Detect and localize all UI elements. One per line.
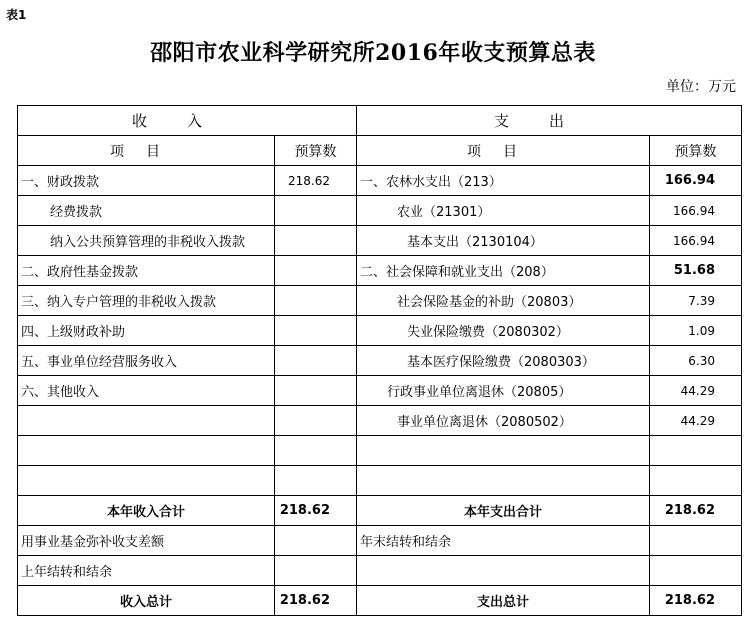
expense-value: 6.30 [650, 346, 742, 376]
expense-value: 166.94 [650, 226, 742, 256]
expense-budget-header: 预算数 [650, 136, 742, 166]
expense-value: 166.94 [650, 166, 742, 196]
income-value [275, 286, 357, 316]
income-item: 经费拨款 [18, 196, 275, 226]
table-row [18, 166, 742, 196]
income-item: 六、其他收入 [18, 376, 275, 406]
income-value [275, 316, 357, 346]
budget-table [17, 105, 742, 616]
expense-item: 二、社会保障和就业支出（208） [357, 256, 650, 286]
table-row [18, 226, 742, 256]
expense-grand-total-value: 218.62 [650, 586, 742, 616]
expense-item: 一、农林水支出（213） [357, 166, 650, 196]
unit-label: 单位：万元 [666, 79, 736, 95]
expense-item: 事业单位离退休（2080502） [357, 406, 650, 436]
expense-item-header: 项目 [357, 136, 650, 166]
table-row [18, 196, 742, 226]
table-row [18, 406, 742, 436]
expense-item: 基本医疗保险缴费（2080303） [357, 346, 650, 376]
income-item: 五、事业单位经营服务收入 [18, 346, 275, 376]
income-grand-total-value: 218.62 [275, 586, 357, 616]
income-item [18, 406, 275, 436]
income-item: 四、上级财政补助 [18, 316, 275, 346]
income-budget-header: 预算数 [275, 136, 357, 166]
page-title: 邵阳市农业科学研究所2016年收支预算总表 [150, 40, 596, 66]
empty-row [18, 436, 742, 466]
expense-item: 年末结转和结余 [357, 526, 650, 556]
expense-grand-total-label: 支出总计 [357, 586, 650, 616]
column-header-row [18, 136, 742, 166]
table-row [18, 376, 742, 406]
income-value [275, 196, 357, 226]
income-item: 上年结转和结余 [18, 556, 275, 586]
income-item-header: 项目 [18, 136, 275, 166]
income-item: 用事业基金弥补收支差额 [18, 526, 275, 556]
expense-item: 农业（21301） [357, 196, 650, 226]
expense-value: 7.39 [650, 286, 742, 316]
grand-total-row [18, 586, 742, 616]
expense-item: 社会保险基金的补助（20803） [357, 286, 650, 316]
income-value [275, 226, 357, 256]
table-tag: 表1 [6, 8, 27, 22]
table-row [18, 286, 742, 316]
income-year-total-value: 218.62 [275, 496, 357, 526]
income-item: 二、政府性基金拨款 [18, 256, 275, 286]
expense-item [357, 556, 650, 586]
expense-item: 行政事业单位离退休（20805） [357, 376, 650, 406]
expense-value: 1.09 [650, 316, 742, 346]
income-value: 218.62 [275, 166, 357, 196]
section-header-row [18, 106, 742, 136]
table-row [18, 526, 742, 556]
income-year-total-label: 本年收入合计 [18, 496, 275, 526]
income-value [275, 256, 357, 286]
table-row [18, 256, 742, 286]
table-row [18, 316, 742, 346]
expense-item: 失业保险缴费（2080302） [357, 316, 650, 346]
expense-year-total-value: 218.62 [650, 496, 742, 526]
expense-value: 166.94 [650, 196, 742, 226]
income-item: 一、财政拨款 [18, 166, 275, 196]
expense-item: 基本支出（2130104） [357, 226, 650, 256]
expense-value: 44.29 [650, 406, 742, 436]
expense-value: 44.29 [650, 376, 742, 406]
table-row [18, 556, 742, 586]
income-item: 纳入公共预算管理的非税收入拨款 [18, 226, 275, 256]
income-grand-total-label: 收入总计 [18, 586, 275, 616]
income-section-header: 收入 [18, 106, 357, 136]
empty-row [18, 466, 742, 496]
income-value [275, 346, 357, 376]
expense-year-total-label: 本年支出合计 [357, 496, 650, 526]
year-total-row [18, 496, 742, 526]
table-row [18, 346, 742, 376]
income-value [275, 406, 357, 436]
income-value [275, 376, 357, 406]
income-item: 三、纳入专户管理的非税收入拨款 [18, 286, 275, 316]
expense-section-header: 支出 [357, 106, 742, 136]
expense-value: 51.68 [650, 256, 742, 286]
